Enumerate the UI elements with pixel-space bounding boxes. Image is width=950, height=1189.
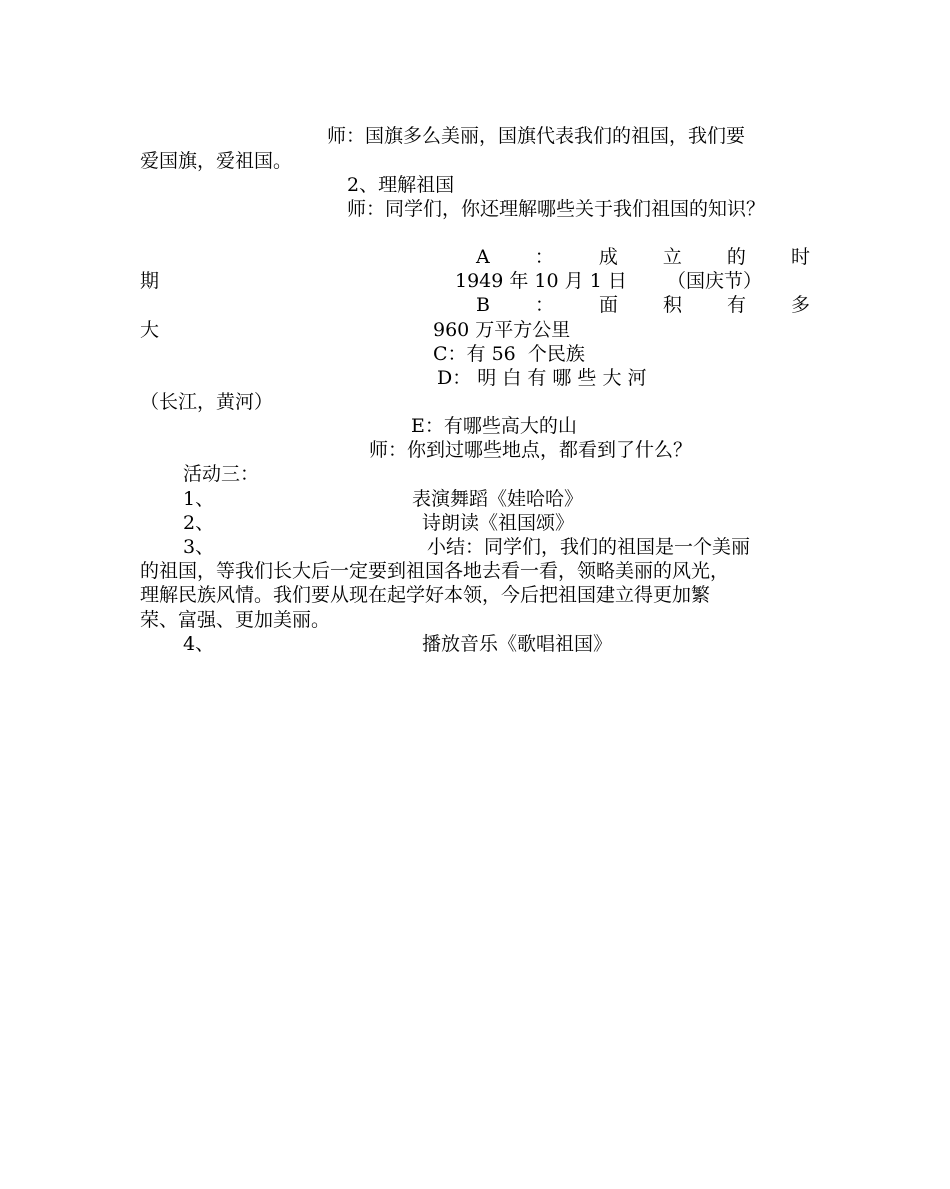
- step-3-number: 3、: [183, 536, 215, 558]
- item-b-cont-label: 大: [140, 319, 160, 341]
- item-a-char: ：: [534, 246, 554, 268]
- item-a-char: A: [476, 246, 490, 268]
- activity-3-title: 活动三：: [183, 463, 260, 485]
- item-a-line: [476, 245, 810, 269]
- item-c: C：有 56 个民族: [433, 343, 585, 365]
- teacher-places-question: 师：你到过哪些地点，都看到了什么？: [369, 439, 693, 461]
- step-2-text: 诗朗读《祖国颂》: [422, 512, 575, 534]
- item-a-char: 时: [790, 246, 810, 268]
- item-a-date: 1949 年 10 月 1 日: [455, 270, 627, 292]
- section-2-title: 2、理解祖国: [347, 174, 455, 196]
- summary-line-4: 荣、富强、更加美丽。: [140, 609, 331, 631]
- step-4-number: 4、: [183, 633, 215, 655]
- item-d-cont: （长江，黄河）: [140, 391, 274, 413]
- item-b-line: [476, 293, 810, 317]
- item-b-char: 积: [662, 294, 682, 316]
- item-b-char: 有: [726, 294, 746, 316]
- item-b-char: ：: [534, 294, 554, 316]
- summary-line-3: 理解民族风情。我们要从现在起学好本领，今后把祖国建立得更加繁: [140, 584, 711, 606]
- step-2-number: 2、: [183, 512, 215, 534]
- item-b-area: 960 万平方公里: [433, 319, 571, 341]
- teacher-question: 师：同学们，你还理解哪些关于我们祖国的知识？: [347, 198, 766, 220]
- item-a-note: （国庆节）: [667, 270, 763, 292]
- step-3-text: 小结：同学们，我们的祖国是一个美丽: [427, 536, 751, 558]
- item-d: D： 明 白 有 哪 些 大 河: [437, 367, 647, 389]
- item-a-cont-label: 期: [140, 270, 160, 292]
- item-a-char: 成: [598, 246, 618, 268]
- item-a-char: 的: [726, 246, 746, 268]
- teacher-flag-line-2: 爱国旗，爱祖国。: [140, 150, 293, 172]
- step-1-text: 表演舞蹈《娃哈哈》: [412, 488, 584, 510]
- step-4-text: 播放音乐《歌唱祖国》: [422, 633, 613, 655]
- item-a-char: 立: [662, 246, 682, 268]
- item-b-char: 多: [790, 294, 810, 316]
- teacher-flag-line-1: 师：国旗多么美丽，国旗代表我们的祖国，我们要: [327, 125, 746, 147]
- item-b-char: B: [476, 294, 490, 316]
- step-1-number: 1、: [183, 488, 215, 510]
- item-e: E：有哪些高大的山: [411, 415, 577, 437]
- item-b-char: 面: [598, 294, 618, 316]
- summary-line-2: 的祖国，等我们长大后一定要到祖国各地去看一看，领略美丽的风光，: [140, 560, 730, 582]
